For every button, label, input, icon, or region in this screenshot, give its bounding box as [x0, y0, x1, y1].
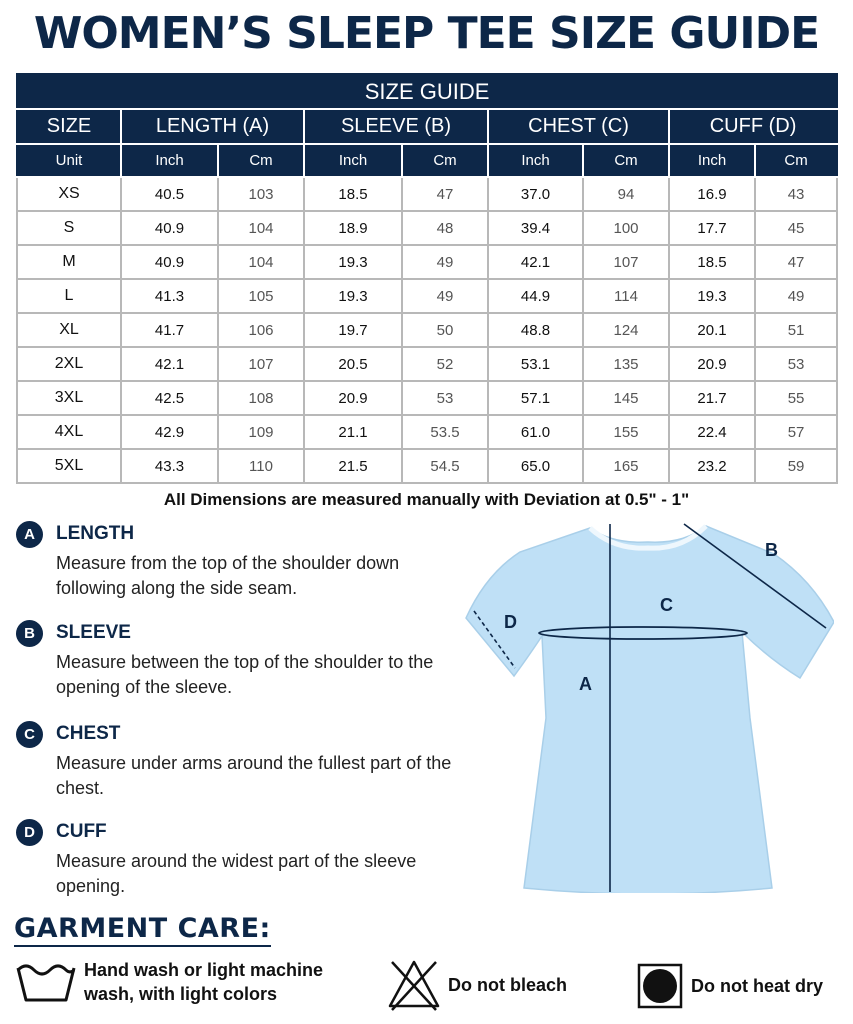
- size-cell: 3XL: [17, 381, 121, 415]
- inch-cell: 40.5: [121, 177, 218, 211]
- cm-cell: 54.5: [402, 449, 488, 483]
- cm-cell: 108: [218, 381, 304, 415]
- tshirt-shape: [466, 526, 834, 893]
- size-cell: S: [17, 211, 121, 245]
- cm-cell: 145: [583, 381, 669, 415]
- care-no-heat-dry: [637, 963, 823, 1009]
- cm-cell: 104: [218, 211, 304, 245]
- size-cell: M: [17, 245, 121, 279]
- care-text-line1: Hand wash or light machine: [84, 960, 324, 980]
- cm-cell: 107: [218, 347, 304, 381]
- inch-cell: 42.5: [121, 381, 218, 415]
- table-row: [17, 347, 837, 381]
- inch-cell: 21.5: [304, 449, 402, 483]
- cm-cell: 107: [583, 245, 669, 279]
- inch-cell: 41.3: [121, 279, 218, 313]
- care-title: GARMENT CARE:: [14, 913, 271, 947]
- measurement-note: All Dimensions are measured manually with Deviation at 0.5" - 1": [163, 490, 690, 509]
- unit-cell: Inch: [121, 144, 218, 177]
- cm-cell: 57: [755, 415, 837, 449]
- cm-cell: 49: [755, 279, 837, 313]
- inch-cell: 21.1: [304, 415, 402, 449]
- cm-cell: 48: [402, 211, 488, 245]
- cm-cell: 47: [402, 177, 488, 211]
- measure-title: LENGTH: [56, 523, 135, 544]
- inch-cell: 48.8: [488, 313, 583, 347]
- cm-cell: 53.5: [402, 415, 488, 449]
- inch-cell: 61.0: [488, 415, 583, 449]
- unit-cell: Cm: [402, 144, 488, 177]
- cm-cell: 104: [218, 245, 304, 279]
- cm-cell: 53: [755, 347, 837, 381]
- cm-cell: 165: [583, 449, 669, 483]
- inch-cell: 22.4: [669, 415, 755, 449]
- size-table: [16, 73, 838, 484]
- table-row: [17, 245, 837, 279]
- badge-c: C: [16, 721, 43, 748]
- measure-title: CHEST: [56, 723, 121, 744]
- header-sleeve: SLEEVE (B): [304, 109, 488, 144]
- badge-b: B: [16, 620, 43, 647]
- header-size: SIZE: [17, 109, 121, 144]
- cm-cell: 110: [218, 449, 304, 483]
- cm-cell: 155: [583, 415, 669, 449]
- cm-cell: 51: [755, 313, 837, 347]
- care-text: Do not heat dry: [691, 976, 824, 996]
- cm-cell: 94: [583, 177, 669, 211]
- measure-desc: Measure under arms around the fullest part of the chest.: [56, 753, 452, 798]
- size-cell: 4XL: [17, 415, 121, 449]
- cm-cell: 100: [583, 211, 669, 245]
- inch-cell: 37.0: [488, 177, 583, 211]
- inch-cell: 40.9: [121, 245, 218, 279]
- cm-cell: 50: [402, 313, 488, 347]
- care-text: Do not bleach: [448, 975, 568, 995]
- measure-cuff: [16, 817, 466, 899]
- inch-cell: 19.3: [304, 245, 402, 279]
- unit-cell: Inch: [488, 144, 583, 177]
- cm-cell: 135: [583, 347, 669, 381]
- inch-cell: 53.1: [488, 347, 583, 381]
- table-row: [17, 313, 837, 347]
- inch-cell: 41.7: [121, 313, 218, 347]
- size-cell: L: [17, 279, 121, 313]
- header-cuff: CUFF (D): [669, 109, 837, 144]
- size-cell: 2XL: [17, 347, 121, 381]
- cm-cell: 109: [218, 415, 304, 449]
- hand-wash-icon: [14, 960, 78, 1004]
- size-cell: XL: [17, 313, 121, 347]
- inch-cell: 44.9: [488, 279, 583, 313]
- cm-cell: 114: [583, 279, 669, 313]
- measure-desc: Measure between the top of the shoulder to the opening of the sleeve.: [56, 652, 434, 697]
- cm-cell: 43: [755, 177, 837, 211]
- label-c: C: [660, 595, 673, 615]
- inch-cell: 65.0: [488, 449, 583, 483]
- size-cell: 5XL: [17, 449, 121, 483]
- inch-cell: 42.1: [488, 245, 583, 279]
- table-row: [17, 449, 837, 483]
- care-hand-wash: [14, 958, 323, 1006]
- label-d: D: [504, 612, 517, 632]
- cm-cell: 45: [755, 211, 837, 245]
- measure-length: [16, 519, 466, 601]
- table-row: [17, 279, 837, 313]
- inch-cell: 18.5: [304, 177, 402, 211]
- header-length: LENGTH (A): [121, 109, 304, 144]
- cm-cell: 59: [755, 449, 837, 483]
- badge-a: A: [16, 521, 43, 548]
- inch-cell: 23.2: [669, 449, 755, 483]
- care-text-line2: wash, with light colors: [84, 984, 278, 1004]
- inch-cell: 39.4: [488, 211, 583, 245]
- inch-cell: 17.7: [669, 211, 755, 245]
- measure-sleeve: [16, 618, 466, 700]
- measure-title: CUFF: [56, 821, 107, 842]
- inch-cell: 42.1: [121, 347, 218, 381]
- cm-cell: 124: [583, 313, 669, 347]
- cm-cell: 47: [755, 245, 837, 279]
- inch-cell: 21.7: [669, 381, 755, 415]
- cm-cell: 105: [218, 279, 304, 313]
- unit-cell: Inch: [304, 144, 402, 177]
- measure-chest: [16, 719, 466, 801]
- tshirt-diagram: [462, 518, 834, 893]
- unit-cell: Unit: [17, 144, 121, 177]
- cm-cell: 103: [218, 177, 304, 211]
- unit-cell: Cm: [583, 144, 669, 177]
- inch-cell: 19.7: [304, 313, 402, 347]
- do-not-tumble-dry-icon: [637, 963, 683, 1009]
- unit-cell: Cm: [755, 144, 837, 177]
- measure-desc: Measure around the widest part of the sleeve opening.: [56, 851, 417, 896]
- inch-cell: 57.1: [488, 381, 583, 415]
- size-cell: XS: [17, 177, 121, 211]
- measure-title: SLEEVE: [56, 622, 131, 643]
- measure-desc: Measure from the top of the shoulder down following along the side seam.: [56, 553, 400, 598]
- table-row: [17, 211, 837, 245]
- care-no-bleach: [386, 958, 567, 1012]
- header-chest: CHEST (C): [488, 109, 669, 144]
- inch-cell: 19.3: [304, 279, 402, 313]
- inch-cell: 20.9: [669, 347, 755, 381]
- inch-cell: 19.3: [669, 279, 755, 313]
- inch-cell: 42.9: [121, 415, 218, 449]
- cm-cell: 53: [402, 381, 488, 415]
- table-caption: SIZE GUIDE: [17, 74, 837, 109]
- do-not-bleach-icon: [386, 958, 442, 1012]
- inch-cell: 18.9: [304, 211, 402, 245]
- table-row: [17, 415, 837, 449]
- cm-cell: 106: [218, 313, 304, 347]
- cm-cell: 49: [402, 245, 488, 279]
- page-title: WOMEN’S SLEEP TEE SIZE GUIDE: [33, 8, 820, 59]
- label-a: A: [579, 674, 592, 694]
- inch-cell: 18.5: [669, 245, 755, 279]
- inch-cell: 20.9: [304, 381, 402, 415]
- cm-cell: 49: [402, 279, 488, 313]
- badge-d: D: [16, 819, 43, 846]
- table-row: [17, 177, 837, 211]
- inch-cell: 20.1: [669, 313, 755, 347]
- cm-cell: 55: [755, 381, 837, 415]
- table-row: [17, 381, 837, 415]
- unit-cell: Cm: [218, 144, 304, 177]
- label-b: B: [765, 540, 778, 560]
- cm-cell: 52: [402, 347, 488, 381]
- inch-cell: 16.9: [669, 177, 755, 211]
- inch-cell: 20.5: [304, 347, 402, 381]
- unit-cell: Inch: [669, 144, 755, 177]
- inch-cell: 40.9: [121, 211, 218, 245]
- inch-cell: 43.3: [121, 449, 218, 483]
